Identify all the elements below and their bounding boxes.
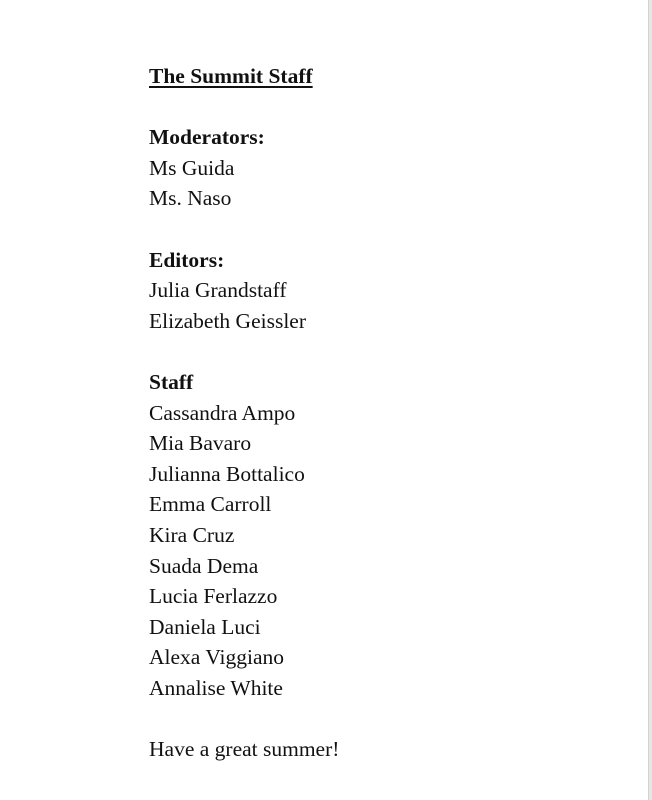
staff-name: Daniela Luci xyxy=(149,614,261,639)
moderator-name: Ms. Naso xyxy=(149,186,232,211)
section-heading-editors: Editors: xyxy=(149,247,225,272)
section-editors xyxy=(149,245,609,337)
staff-name: Emma Carroll xyxy=(149,492,272,517)
section-heading-staff: Staff xyxy=(149,369,194,394)
staff-name: Cassandra Ampo xyxy=(149,400,296,425)
staff-name: Julianna Bottalico xyxy=(149,461,305,486)
section-staff xyxy=(149,367,609,704)
spacer xyxy=(149,703,609,734)
document-body xyxy=(149,61,609,765)
staff-name: Suada Dema xyxy=(149,553,259,578)
staff-name: Lucia Ferlazzo xyxy=(149,584,278,609)
spacer xyxy=(149,336,609,367)
spacer xyxy=(149,92,609,123)
section-moderators xyxy=(149,122,609,214)
staff-name: Alexa Viggiano xyxy=(149,645,285,670)
editor-name: Elizabeth Geissler xyxy=(149,308,307,333)
staff-name: Annalise White xyxy=(149,675,283,700)
spacer xyxy=(149,214,609,245)
moderator-name: Ms Guida xyxy=(149,155,235,180)
section-heading-moderators: Moderators: xyxy=(149,125,265,150)
staff-name: Kira Cruz xyxy=(149,522,235,547)
editor-name: Julia Grandstaff xyxy=(149,278,287,303)
document-title: The Summit Staff xyxy=(149,64,313,88)
closing-message: Have a great summer! xyxy=(149,737,340,762)
staff-name: Mia Bavaro xyxy=(149,431,252,456)
